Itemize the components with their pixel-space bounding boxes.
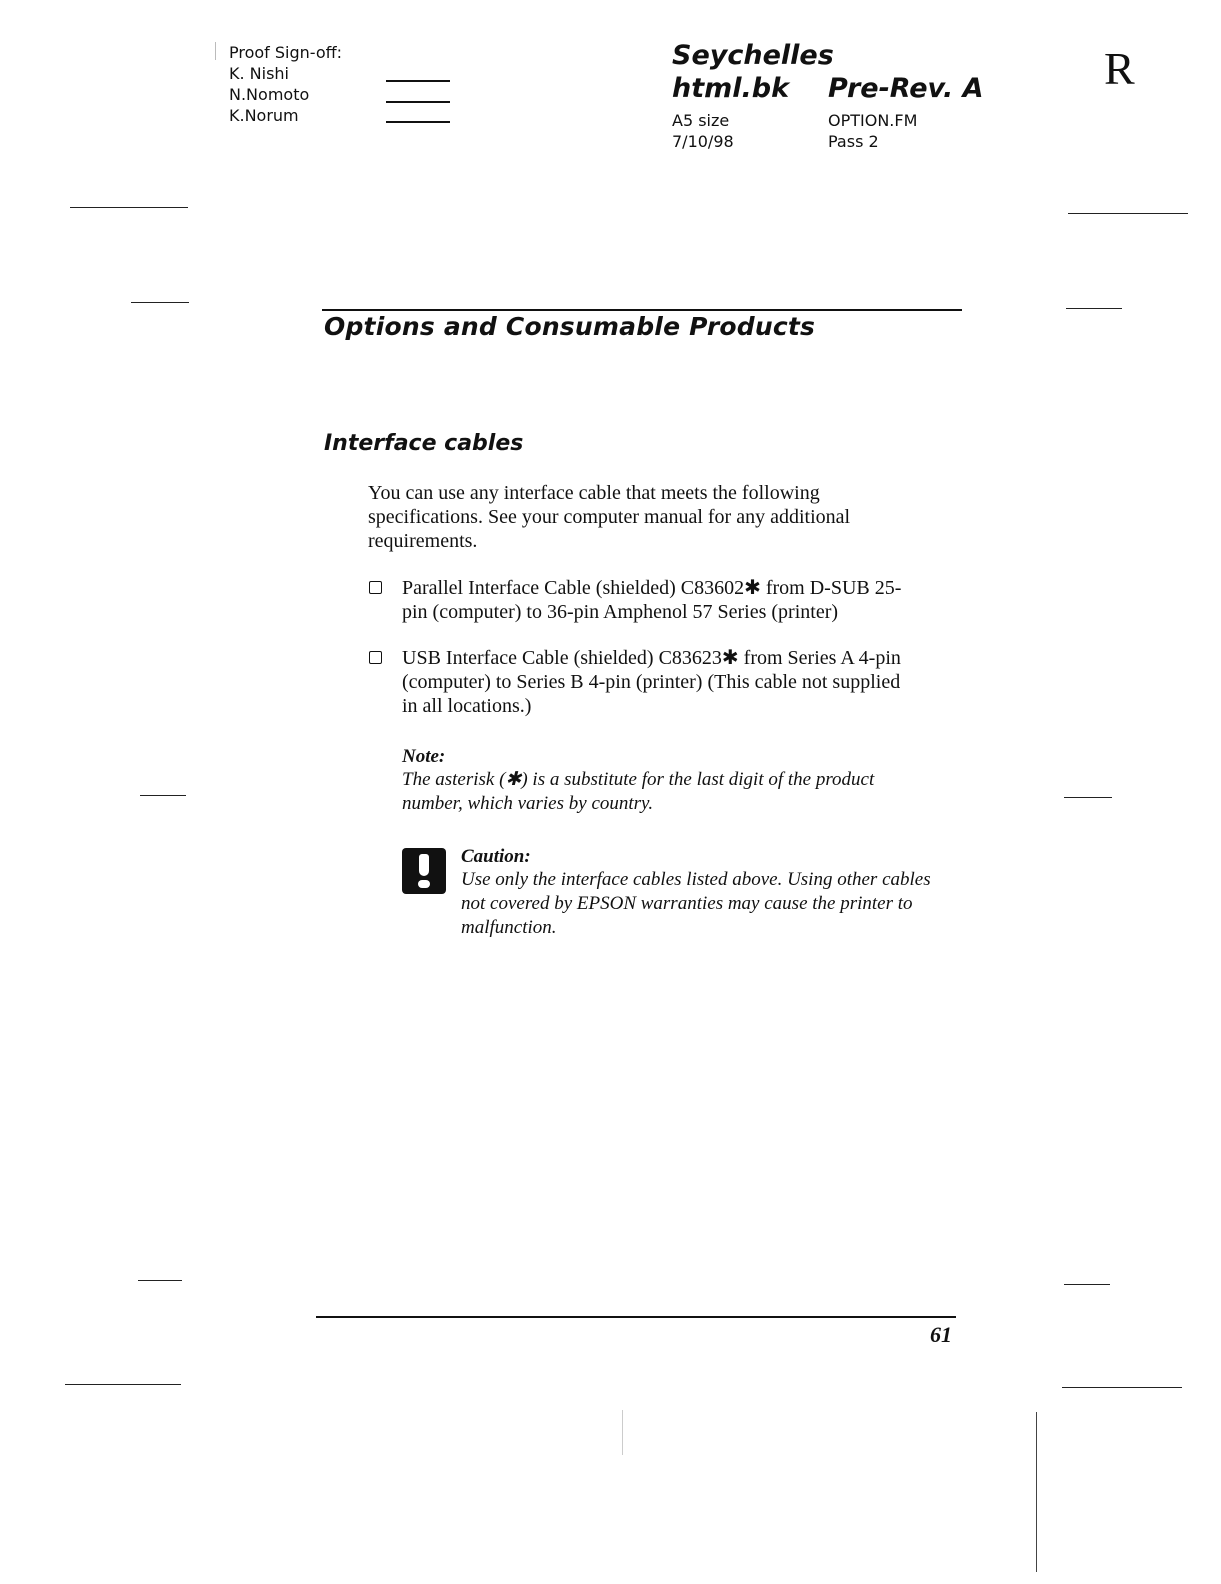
signature-line [386,101,450,103]
note-block [402,746,972,816]
proof-label: Proof Sign-off: [229,43,343,62]
proof-signoff [229,42,342,126]
section-title: Options and Consumable Products [324,312,816,341]
intro-paragraph [368,481,968,553]
proof-margin-mark [215,42,216,60]
subsection-title: Interface cables [324,431,524,456]
pass-label: Pass 2 [828,132,879,151]
crop-mark [1064,1284,1110,1285]
list-item-line: Parallel Interface Cable (shielded) C83602✱ from D-SUB 25- [402,577,902,599]
section-rule [322,309,962,311]
caution-block [461,846,981,940]
list-item [402,576,972,624]
signer-name: K. Nishi [229,64,289,83]
crop-mark [1036,1412,1037,1572]
footer-rule [316,1316,956,1318]
crop-mark [1066,308,1122,309]
signer-name: N.Nomoto [229,85,310,104]
crop-mark [1062,1387,1182,1388]
crop-mark [70,207,188,208]
caution-line: not covered by EPSON warranties may cause the printer to [461,893,913,914]
scan-artifact [622,1410,623,1455]
list-item-line: pin (computer) to 36-pin Amphenol 57 Series (printer) [402,601,839,623]
bullet-box-icon [369,651,382,664]
crop-mark [65,1384,181,1385]
caution-line: Use only the interface cables listed above. Using other cables [461,869,931,890]
frame-file: OPTION.FM [828,111,918,130]
signer-name: K.Norum [229,106,299,125]
caution-line: malfunction. [461,917,557,938]
intro-line: You can use any interface cable that meets the following [368,482,820,504]
list-item-line: USB Interface Cable (shielded) C83623✱ from Series A 4-pin [402,647,901,669]
book-title: Seychelles [672,40,834,71]
intro-line: requirements. [368,530,478,552]
caution-icon [402,848,446,894]
revision-label: Pre-Rev. A [828,73,984,104]
list-item-line: (computer) to Series B 4-pin (printer) (This cable not supplied [402,671,901,693]
corner-mark: R [1104,43,1135,94]
draft-date: 7/10/98 [672,132,734,151]
intro-line: specifications. See your computer manual for any additional [368,506,851,528]
list-item [402,646,972,718]
bullet-box-icon [369,581,382,594]
crop-mark [131,302,189,303]
crop-mark [140,795,186,796]
note-line: The asterisk (✱) is a substitute for the last digit of the product [402,769,875,790]
signature-line [386,80,450,82]
crop-mark [138,1280,182,1281]
crop-mark [1068,213,1188,214]
page-number: 61 [930,1322,952,1347]
crop-mark [1064,797,1112,798]
list-item-line: in all locations.) [402,695,532,717]
caution-title: Caution: [461,846,531,867]
book-file: html.bk [672,73,790,104]
note-line: number, which varies by country. [402,793,654,814]
note-title: Note: [402,746,446,767]
page-size: A5 size [672,111,730,130]
signature-line [386,121,450,123]
